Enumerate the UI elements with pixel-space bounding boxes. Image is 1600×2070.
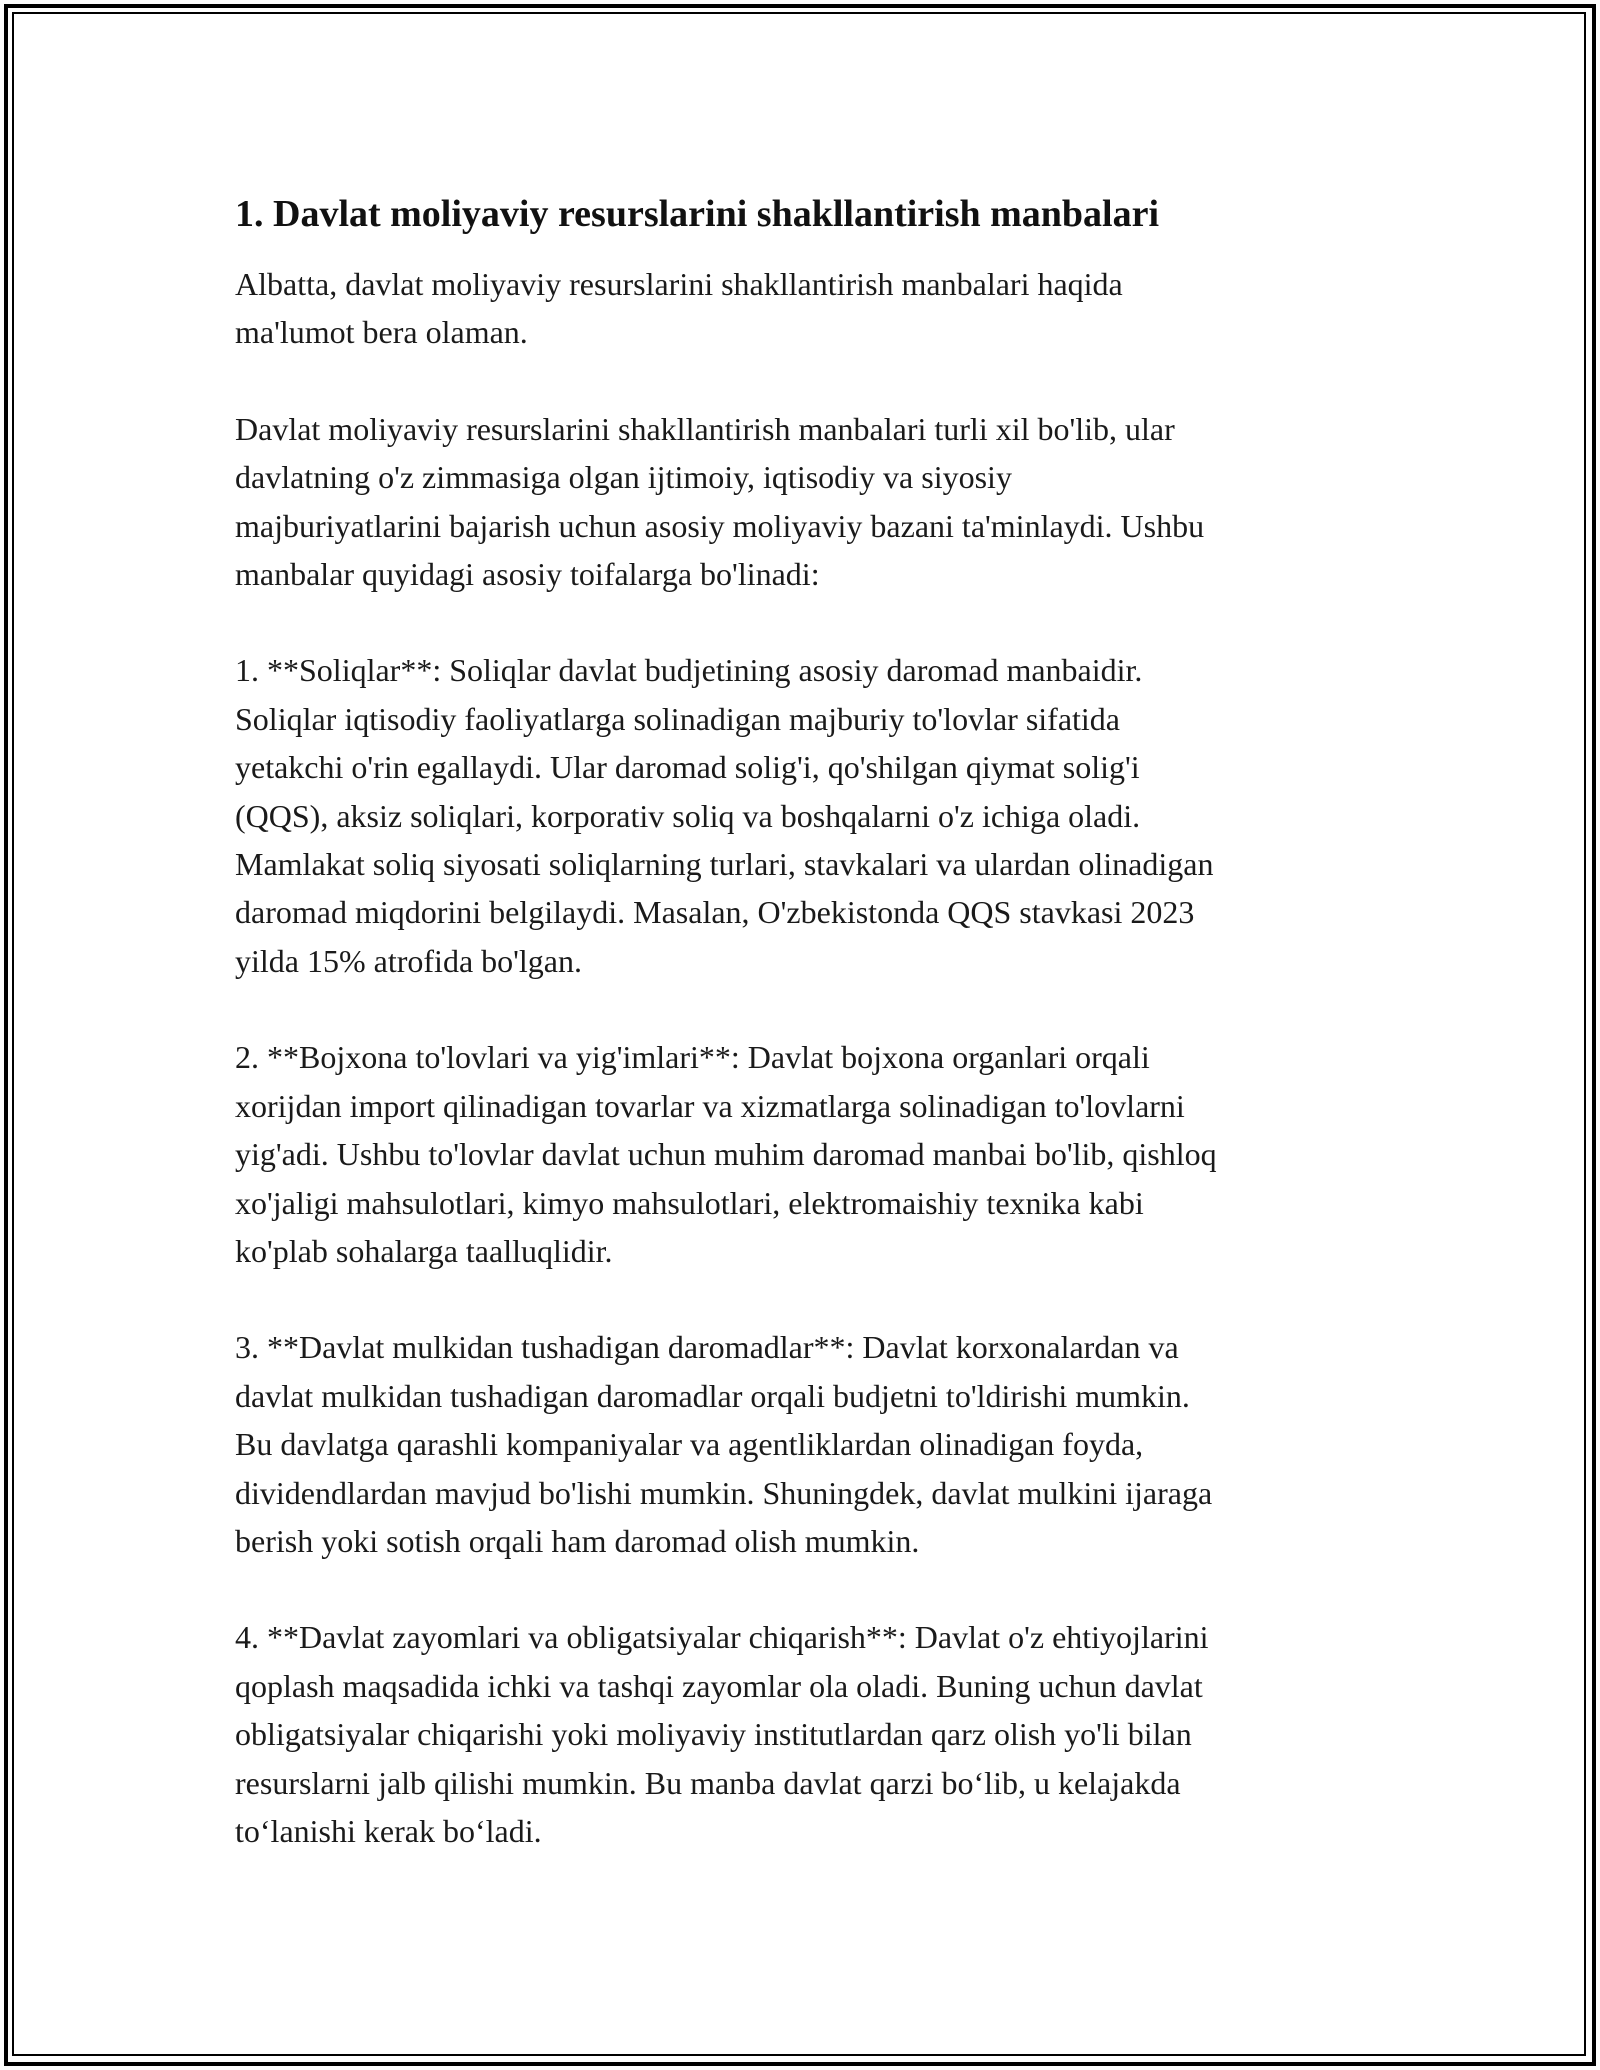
paragraph-loans-bonds: 4. **Davlat zayomlari va obligatsiyalar chiqarish**: Davlat o'z ehtiyojlarini qoplash maqsadida ichki va tashqi zayomlar ola oladi. Buning uchun davlat obligatsiyalar chiqarishi yoki moliyaviy institutlardan qarz olish yo'li bilan resurslarni jalb qilishi mumkin. Bu manba davlat qarzi bo‘lib, u kelajakda to‘lanishi kerak bo‘ladi. [235,1619,1209,1849]
paragraph-customs: 2. **Bojxona to'lovlari va yig'imlari**: Davlat bojxona organlari orqali xorijdan import qilinadigan tovarlar va xizmatlarga solinadigan to'lovlarni yig'adi. Ushbu to'lovlar davlat uchun muhim daromad manbai bo'lib, qishloq xo'jaligi mahsulotlari, kimyo mahsulotlari, elektromaishiy texnika kabi ko'plab sohalarga taalluqlidir. [235,1039,1217,1269]
document-title: 1. Davlat moliyaviy resurslarini shakllantirish manbalari [235,193,1160,235]
paragraph-state-property: 3. **Davlat mulkidan tushadigan daromadlar**: Davlat korxonalardan va davlat mulkidan tushadigan daromadlar orqali budjetni to'ldirishi mumkin. Bu davlatga qarashli kompaniyalar va agentliklardan olinadigan foyda, dividendlardan mavjud bo'lishi mumkin. Shuningdek, davlat mulkini ijaraga berish yoki sotish orqali ham daromad olish mumkin. [235,1329,1213,1559]
paragraph-intro: Albatta, davlat moliyaviy resurslarini shakllantirish manbalari haqida ma'lumot bera olaman. [235,266,1123,351]
document-body [235,190,1365,1855]
paragraph-taxes: 1. **Soliqlar**: Soliqlar davlat budjetining asosiy daromad manbaidir. Soliqlar iqtisodiy faoliyatlarga solinadigan majburiy to'lovlar sifatida yetakchi o'rin egallaydi. Ular daromad solig'i, qo'shilgan qiymat solig'i (QQS), aksiz soliqlari, korporativ soliq va boshqalarni o'z ichiga oladi. Mamlakat soliq siyosati soliqlarning turlari, stavkalari va ulardan olinadigan daromad miqdorini belgilaydi. Masalan, O'zbekistonda QQS stavkasi 2023 yilda 15% atrofida bo'lgan. [235,652,1214,979]
paragraph-overview: Davlat moliyaviy resurslarini shakllantirish manbalari turli xil bo'lib, ular davlatning o'z zimmasiga olgan ijtimoiy, iqtisodiy va siyosiy majburiyatlarini bajarish uchun asosiy moliyaviy bazani ta'minlaydi. Ushbu manbalar quyidagi asosiy toifalarga bo'linadi: [235,410,1205,593]
